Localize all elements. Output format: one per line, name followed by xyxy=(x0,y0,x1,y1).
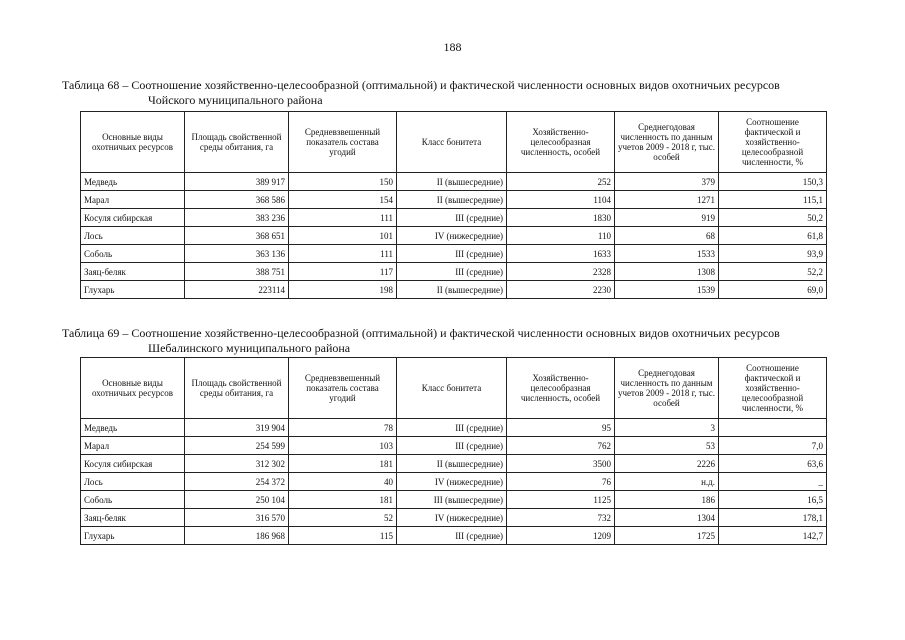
cell-optimal-count: 3500 xyxy=(507,455,615,473)
table-69-header-row xyxy=(81,358,827,419)
table-68 xyxy=(80,111,827,299)
cell-actual-count: 1308 xyxy=(615,263,719,281)
cell-species: Косуля сибирская xyxy=(81,455,185,473)
cell-species: Заяц-беляк xyxy=(81,263,185,281)
cell-composition: 78 xyxy=(289,419,397,437)
cell-optimal-count: 252 xyxy=(507,173,615,191)
column-header-species: Основные виды охотничьих ресурсов xyxy=(81,112,185,173)
cell-species: Лось xyxy=(81,473,185,491)
cell-species: Марал xyxy=(81,191,185,209)
cell-optimal-count: 76 xyxy=(507,473,615,491)
cell-optimal-count: 1125 xyxy=(507,491,615,509)
cell-ratio: 69,0 xyxy=(719,281,827,299)
column-header-ratio: Соотношение фактической и хозяйственно-целесообразной численности, % xyxy=(719,358,827,419)
column-header-area: Площадь свойственной среды обитания, га xyxy=(185,358,289,419)
cell-area: 223114 xyxy=(185,281,289,299)
cell-ratio: 178,1 xyxy=(719,509,827,527)
column-header-bonitet-class: Класс бонитета xyxy=(397,358,507,419)
cell-species: Глухарь xyxy=(81,281,185,299)
cell-ratio: 16,5 xyxy=(719,491,827,509)
cell-area: 368 651 xyxy=(185,227,289,245)
table-68-header-row xyxy=(81,112,827,173)
cell-species: Медведь xyxy=(81,419,185,437)
cell-bonitet-class: IV (нижесредние) xyxy=(397,473,507,491)
cell-actual-count: 1304 xyxy=(615,509,719,527)
cell-ratio: 7,0 xyxy=(719,437,827,455)
cell-optimal-count: 2328 xyxy=(507,263,615,281)
cell-ratio: 115,1 xyxy=(719,191,827,209)
table-69-caption-line2: Шебалинского муниципального района xyxy=(148,341,351,355)
cell-ratio: _ xyxy=(719,473,827,491)
column-header-bonitet-class: Класс бонитета xyxy=(397,112,507,173)
cell-species: Лось xyxy=(81,227,185,245)
cell-actual-count: 2226 xyxy=(615,455,719,473)
cell-composition: 111 xyxy=(289,245,397,263)
cell-composition: 40 xyxy=(289,473,397,491)
cell-optimal-count: 95 xyxy=(507,419,615,437)
cell-species: Косуля сибирская xyxy=(81,209,185,227)
cell-bonitet-class: II (вышесредние) xyxy=(397,173,507,191)
cell-composition: 52 xyxy=(289,509,397,527)
cell-optimal-count: 1830 xyxy=(507,209,615,227)
column-header-ratio: Соотношение фактической и хозяйственно-целесообразной численности, % xyxy=(719,112,827,173)
cell-optimal-count: 110 xyxy=(507,227,615,245)
cell-composition: 150 xyxy=(289,173,397,191)
cell-composition: 103 xyxy=(289,437,397,455)
cell-bonitet-class: III (средние) xyxy=(397,245,507,263)
cell-area: 368 586 xyxy=(185,191,289,209)
cell-ratio: 150,3 xyxy=(719,173,827,191)
cell-actual-count: 1725 xyxy=(615,527,719,545)
column-header-composition: Средневзвешенный показатель состава угодий xyxy=(289,112,397,173)
cell-actual-count: н.д. xyxy=(615,473,719,491)
cell-area: 250 104 xyxy=(185,491,289,509)
cell-species: Глухарь xyxy=(81,527,185,545)
table-row xyxy=(81,437,827,455)
table-row xyxy=(81,473,827,491)
cell-area: 319 904 xyxy=(185,419,289,437)
cell-ratio xyxy=(719,419,827,437)
cell-species: Соболь xyxy=(81,491,185,509)
cell-bonitet-class: III (средние) xyxy=(397,527,507,545)
cell-species: Соболь xyxy=(81,245,185,263)
table-row xyxy=(81,509,827,527)
table-68-caption xyxy=(62,78,780,108)
cell-actual-count: 1539 xyxy=(615,281,719,299)
cell-bonitet-class: III (средние) xyxy=(397,209,507,227)
cell-area: 389 917 xyxy=(185,173,289,191)
cell-bonitet-class: IV (нижесредние) xyxy=(397,509,507,527)
cell-species: Заяц-беляк xyxy=(81,509,185,527)
table-row xyxy=(81,419,827,437)
table-68-caption-line1: Таблица 68 – Соотношение хозяйственно-целесообразной (оптимальной) и фактической численности основных видов охотничьих ресурсов xyxy=(62,78,780,92)
cell-composition: 101 xyxy=(289,227,397,245)
table-row xyxy=(81,281,827,299)
cell-optimal-count: 1633 xyxy=(507,245,615,263)
cell-bonitet-class: III (средние) xyxy=(397,263,507,281)
cell-actual-count: 53 xyxy=(615,437,719,455)
cell-actual-count: 3 xyxy=(615,419,719,437)
cell-bonitet-class: III (средние) xyxy=(397,419,507,437)
cell-optimal-count: 732 xyxy=(507,509,615,527)
cell-ratio: 93,9 xyxy=(719,245,827,263)
cell-actual-count: 379 xyxy=(615,173,719,191)
cell-ratio: 142,7 xyxy=(719,527,827,545)
cell-ratio: 63,6 xyxy=(719,455,827,473)
cell-bonitet-class: IV (нижесредние) xyxy=(397,227,507,245)
column-header-optimal-count: Хозяйственно-целесообразная численность, особей xyxy=(507,112,615,173)
cell-area: 254 599 xyxy=(185,437,289,455)
cell-actual-count: 1271 xyxy=(615,191,719,209)
cell-actual-count: 1533 xyxy=(615,245,719,263)
cell-optimal-count: 762 xyxy=(507,437,615,455)
table-row xyxy=(81,227,827,245)
table-row xyxy=(81,245,827,263)
cell-area: 388 751 xyxy=(185,263,289,281)
table-row xyxy=(81,491,827,509)
page-number: 188 xyxy=(443,40,462,54)
table-row xyxy=(81,527,827,545)
cell-composition: 115 xyxy=(289,527,397,545)
cell-area: 383 236 xyxy=(185,209,289,227)
cell-ratio: 61,8 xyxy=(719,227,827,245)
cell-area: 363 136 xyxy=(185,245,289,263)
cell-composition: 154 xyxy=(289,191,397,209)
table-69-caption-line1: Таблица 69 – Соотношение хозяйственно-целесообразной (оптимальной) и фактической численности основных видов охотничьих ресурсов xyxy=(62,326,780,340)
cell-actual-count: 186 xyxy=(615,491,719,509)
cell-bonitet-class: III (вышесредние) xyxy=(397,491,507,509)
column-header-area: Площадь свойственной среды обитания, га xyxy=(185,112,289,173)
cell-bonitet-class: III (средние) xyxy=(397,437,507,455)
table-69-caption xyxy=(62,326,780,356)
cell-composition: 111 xyxy=(289,209,397,227)
cell-area: 316 570 xyxy=(185,509,289,527)
cell-actual-count: 68 xyxy=(615,227,719,245)
cell-bonitet-class: II (вышесредние) xyxy=(397,281,507,299)
column-header-composition: Средневзвешенный показатель состава угодий xyxy=(289,358,397,419)
column-header-actual-count: Среднегодовая численность по данным учетов 2009 - 2018 г, тыс. особей xyxy=(615,112,719,173)
cell-composition: 198 xyxy=(289,281,397,299)
cell-composition: 181 xyxy=(289,455,397,473)
cell-ratio: 52,2 xyxy=(719,263,827,281)
cell-actual-count: 919 xyxy=(615,209,719,227)
cell-composition: 181 xyxy=(289,491,397,509)
table-row xyxy=(81,455,827,473)
table-row xyxy=(81,173,827,191)
table-row xyxy=(81,191,827,209)
column-header-optimal-count: Хозяйственно-целесообразная численность, особей xyxy=(507,358,615,419)
cell-optimal-count: 1209 xyxy=(507,527,615,545)
cell-area: 186 968 xyxy=(185,527,289,545)
cell-bonitet-class: II (вышесредние) xyxy=(397,191,507,209)
cell-species: Марал xyxy=(81,437,185,455)
cell-ratio: 50,2 xyxy=(719,209,827,227)
column-header-species: Основные виды охотничьих ресурсов xyxy=(81,358,185,419)
table-69 xyxy=(80,357,827,545)
cell-area: 254 372 xyxy=(185,473,289,491)
cell-optimal-count: 2230 xyxy=(507,281,615,299)
cell-bonitet-class: II (вышесредние) xyxy=(397,455,507,473)
table-68-caption-line2: Чойского муниципального района xyxy=(148,93,323,107)
cell-species: Медведь xyxy=(81,173,185,191)
column-header-actual-count: Среднегодовая численность по данным учетов 2009 - 2018 г, тыс. особей xyxy=(615,358,719,419)
table-row xyxy=(81,209,827,227)
table-row xyxy=(81,263,827,281)
cell-optimal-count: 1104 xyxy=(507,191,615,209)
cell-area: 312 302 xyxy=(185,455,289,473)
cell-composition: 117 xyxy=(289,263,397,281)
